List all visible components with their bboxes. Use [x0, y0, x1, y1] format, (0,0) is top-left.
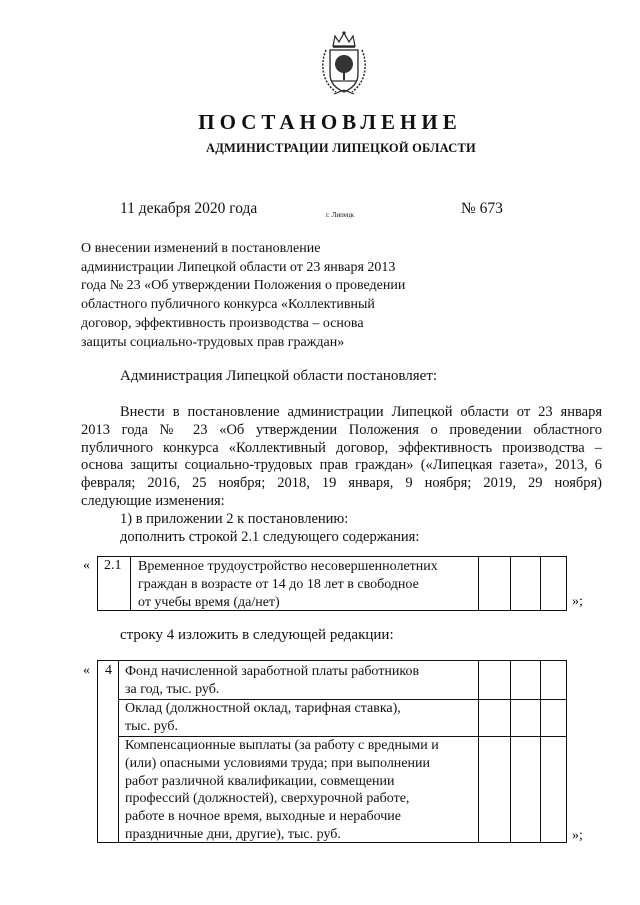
table-divider	[510, 557, 511, 610]
body-line: дополнить строкой 2.1 следующего содержания:	[120, 528, 420, 545]
cell-line: работ различной квалификации, совмещении	[125, 773, 395, 789]
body-line: публичного конкурса «Коллективный договор, эффективность производства –	[81, 439, 602, 456]
body-line: февраля; 2016, 25 ноября; 2018, 19 января, 9 ноября; 2019, 29 ноября)	[81, 475, 602, 492]
table-divider	[540, 661, 541, 842]
resolves-statement: Администрация Липецкой области постановляет:	[120, 368, 438, 384]
cell-line: от учебы время (да/нет)	[138, 594, 280, 610]
body-line: основа защиты социально-трудовых прав граждан» («Липецкая газета», 2013, 6	[81, 457, 602, 474]
table-divider	[130, 557, 131, 610]
subject-line: договор, эффективность производства – основа	[81, 315, 364, 331]
table-cell-salary	[125, 700, 401, 736]
document-number: № 673	[461, 200, 503, 217]
table-divider	[118, 661, 119, 842]
table-row-text	[138, 558, 478, 611]
cell-line: (или) опасными условиями труда; при выполнении	[125, 755, 430, 771]
cell-line: тыс. руб.	[125, 718, 178, 734]
quote-open: «	[83, 558, 90, 573]
quote-close: »;	[572, 828, 583, 843]
document-title: ПОСТАНОВЛЕНИЕ	[198, 110, 462, 134]
table-divider	[540, 557, 541, 610]
cell-line: работе в ночное время, выходные и нерабочие	[125, 809, 402, 825]
table-row-number: 2.1	[104, 558, 122, 573]
body-text	[81, 404, 602, 546]
cell-line: за год, тыс. руб.	[125, 681, 220, 697]
document-subject	[81, 240, 441, 352]
coat-of-arms-emblem	[316, 30, 372, 100]
table-divider	[478, 557, 479, 610]
table-row-4	[97, 660, 567, 843]
table-cell-compensation	[125, 737, 439, 844]
body-line: следующие изменения:	[81, 492, 225, 509]
document-place: г. Липецк	[326, 211, 355, 219]
subject-line: года № 23 «Об утверждении Положения о проведении	[81, 278, 406, 294]
table-cell-fund	[125, 663, 419, 699]
table-divider	[510, 661, 511, 842]
row4-intro: строку 4 изложить в следующей редакции:	[120, 627, 394, 643]
cell-line: праздничные дни, другие), тыс. руб.	[125, 826, 341, 842]
document-date: 11 декабря 2020 года	[120, 200, 258, 217]
cell-line: профессий (должностей), сверхурочной работе,	[125, 791, 410, 807]
body-line: 1) в приложении 2 к постановлению:	[120, 510, 349, 527]
table-divider	[478, 661, 479, 842]
table-row-2-1	[97, 556, 567, 611]
cell-line: Фонд начисленной заработной платы работников	[125, 664, 420, 679]
document-issuer: АДМИНИСТРАЦИИ ЛИПЕЦКОЙ ОБЛАСТИ	[206, 141, 476, 155]
subject-line: защиты социально-трудовых прав граждан»	[81, 334, 345, 350]
quote-close: »;	[572, 594, 583, 609]
table-row-number: 4	[105, 663, 112, 678]
cell-line: граждан в возрасте от 14 до 18 лет в свободное	[138, 576, 419, 592]
cell-line: Временное трудоустройство несовершеннолетних	[138, 559, 438, 574]
body-line: Внести в постановление администрации Липецкой области от 23 января	[120, 404, 602, 420]
body-line: 2013 года № 23 «Об утверждении Положения о проведении областного	[81, 421, 602, 438]
cell-line: Оклад (должностной оклад, тарифная ставка),	[125, 701, 401, 716]
cell-line: Компенсационные выплаты (за работу с вредными и	[125, 738, 439, 753]
subject-line: областного публичного конкурса «Коллективный	[81, 297, 375, 313]
quote-open: «	[83, 663, 90, 678]
subject-line: администрации Липецкой области от 23 января 2013	[81, 259, 396, 275]
subject-line: О внесении изменений в постановление	[81, 241, 321, 256]
